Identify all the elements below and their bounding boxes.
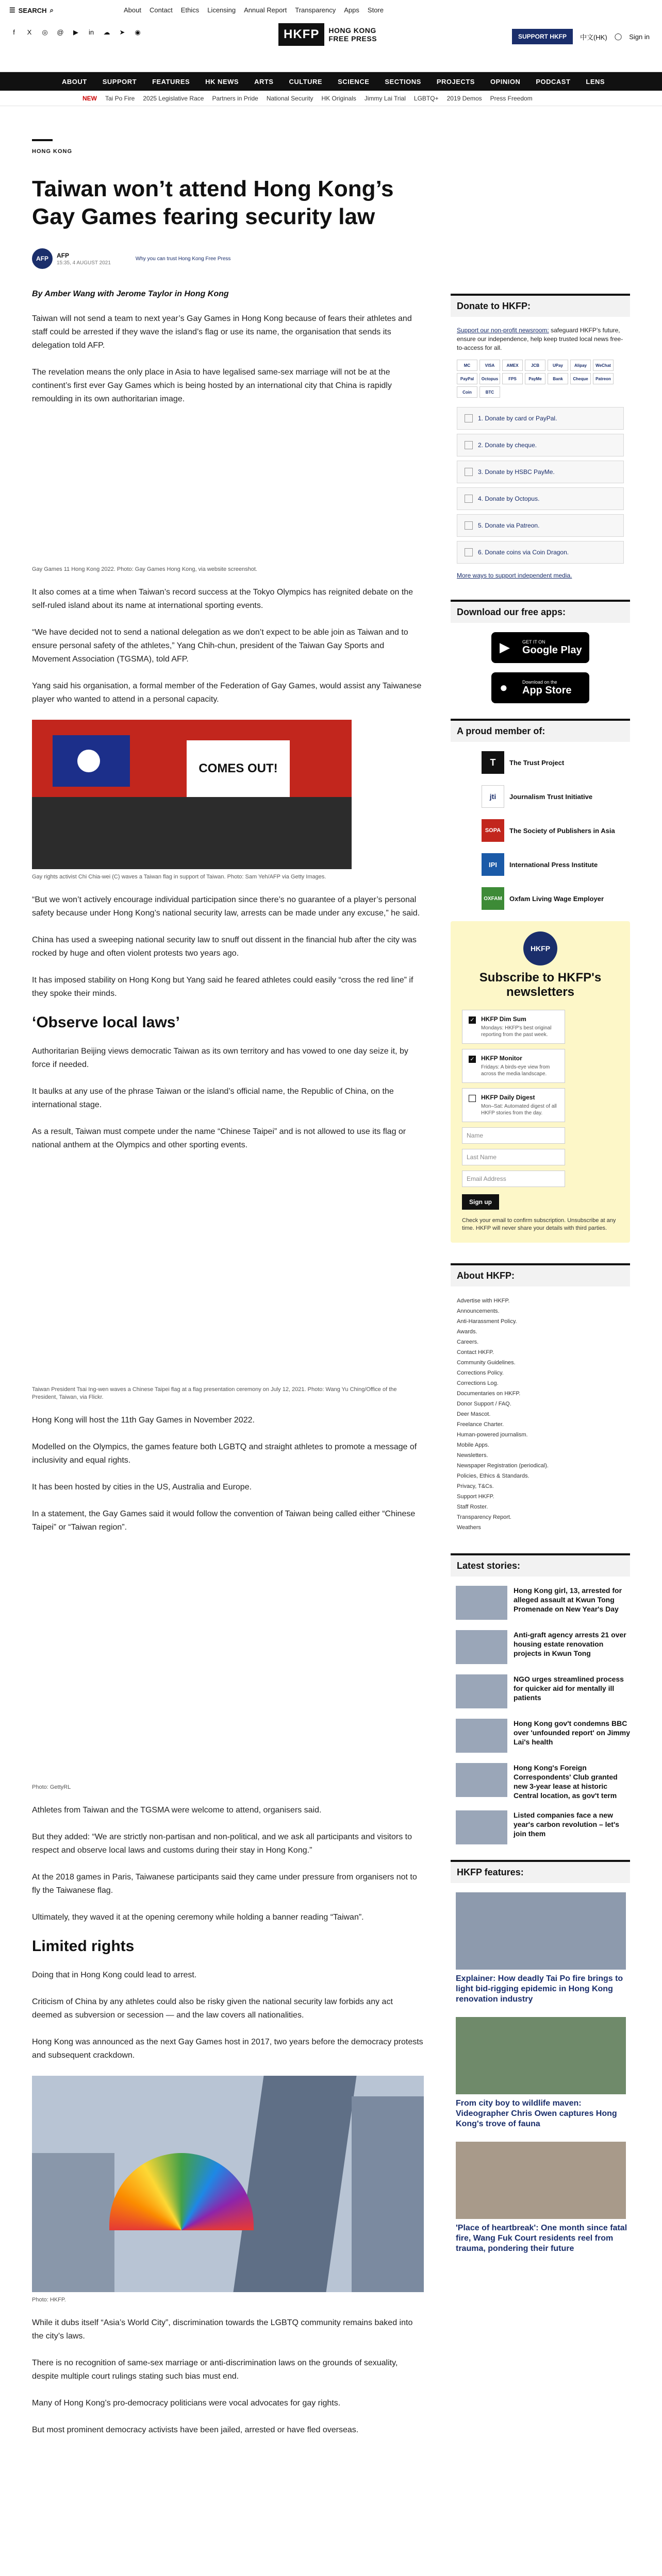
jti-logo: jti bbox=[482, 785, 504, 808]
trust-project-logo: T bbox=[482, 751, 504, 774]
about-link[interactable]: Corrections Log. bbox=[457, 1380, 499, 1386]
latest-heading: Latest stories: bbox=[451, 1553, 630, 1577]
menu-icon: ☰ bbox=[9, 6, 15, 14]
bluesky-icon[interactable]: ☁ bbox=[103, 28, 110, 36]
trending-item[interactable]: Partners in Pride bbox=[212, 94, 258, 102]
donate-intro-link[interactable]: Support our non-profit newsroom: bbox=[457, 327, 549, 334]
app-store-big: App Store bbox=[522, 684, 572, 696]
crowd-shape bbox=[32, 797, 352, 869]
patreon-icon bbox=[465, 521, 473, 530]
last-name-input[interactable]: Last Name bbox=[462, 1149, 565, 1165]
byline bbox=[32, 248, 424, 269]
about-link[interactable]: Awards. bbox=[457, 1329, 477, 1335]
about-link[interactable]: Advertise with HKFP. bbox=[457, 1298, 510, 1304]
payment-card-icon: Cheque bbox=[570, 373, 591, 384]
paragraph: But they added: “We are strictly non-partisan and non-political, and we ask all participants and visitors to respect and observe local laws and customs during their stay in Hong Kong.” bbox=[32, 1833, 412, 1855]
first-name-input[interactable]: Name bbox=[462, 1127, 565, 1144]
feature-image bbox=[456, 1892, 626, 1970]
paragraph: “But we won’t actively encourage individual participation since there’s no guarantee of a player’s personal safety because under Hong Kong’s national security law, arrests can be made under any excuse,” he said. bbox=[32, 895, 420, 918]
payment-card-icon: FPS bbox=[502, 373, 523, 384]
util-link-licensing[interactable]: Licensing bbox=[207, 6, 236, 14]
kicker-rule bbox=[32, 139, 53, 141]
story-title: Anti-graft agency arrests 21 over housing estate renovation projects in Kwun Tong bbox=[514, 1631, 626, 1657]
article-title: Taiwan won’t attend Hong Kong’s Gay Games fearing security law bbox=[32, 176, 394, 229]
site-header bbox=[0, 0, 662, 72]
newsletter-desc: Fridays: A birds-eye view from across the media landscape. bbox=[481, 1064, 550, 1077]
payment-card-icon: PayMe bbox=[525, 373, 545, 384]
donate-option-label: 5. Donate via Patreon. bbox=[478, 522, 540, 529]
latest-story[interactable] bbox=[451, 1674, 630, 1708]
latest-story[interactable] bbox=[451, 1719, 630, 1753]
paragraph: It has imposed stability on Hong Kong but Yang said he feared athletes could easily “cross the red line” if they spoke their minds. bbox=[32, 976, 413, 998]
feature-image bbox=[456, 2142, 626, 2219]
about-link[interactable]: Careers. bbox=[457, 1339, 479, 1345]
octopus-icon bbox=[465, 495, 473, 503]
search-label: SEARCH bbox=[18, 6, 47, 14]
newsletter-title: Subscribe to HKFP's newsletters bbox=[479, 971, 602, 999]
rainbow-umbrella-shape bbox=[109, 2153, 254, 2230]
paragraph: While it dubs itself “Asia’s World City”, discrimination towards the LGBTQ community remains baked into the city’s laws. bbox=[32, 2318, 413, 2341]
story-thumbnail bbox=[456, 1719, 507, 1753]
paragraph: Hong Kong will host the 11th Gay Games in November 2022. bbox=[32, 1416, 255, 1425]
site-logo[interactable] bbox=[278, 23, 385, 46]
sign-in-link[interactable]: Sign in bbox=[629, 32, 650, 41]
feature-title: Explainer: How deadly Tai Po fire brings to light bid-rigging epidemic in Hong Kong renovation industry bbox=[456, 1974, 623, 2004]
member-name: Oxfam Living Wage Employer bbox=[509, 894, 604, 903]
story-title: Hong Kong gov't condemns BBC over 'unfounded report' on Jimmy Lai's health bbox=[514, 1719, 631, 1746]
story-title: Listed companies face a new year's carbon revolution – let's join them bbox=[514, 1811, 620, 1838]
donate-option-payme[interactable] bbox=[457, 461, 624, 483]
social-icons bbox=[9, 28, 142, 37]
payment-card-icon: Coin bbox=[457, 386, 477, 398]
about-link[interactable]: Community Guidelines. bbox=[457, 1360, 516, 1366]
util-link-annual-report[interactable]: Annual Report bbox=[244, 6, 287, 14]
google-play-big: Google Play bbox=[522, 644, 582, 656]
donate-option-label: 2. Donate by cheque. bbox=[478, 442, 537, 449]
google-play-button[interactable] bbox=[491, 632, 589, 663]
about-link[interactable]: Donor Support / FAQ. bbox=[457, 1401, 511, 1407]
paragraph: It also comes at a time when Taiwan’s record success at the Tokyo Olympics has reignited debate on the self-ruled island about its name at international sporting events. bbox=[32, 588, 413, 610]
donate-option-octopus[interactable] bbox=[457, 487, 624, 510]
feature-image bbox=[456, 2017, 626, 2094]
donate-intro-text: safeguard HKFP’s future, ensure our independence, help keep trusted local news free-to-access for all. bbox=[457, 327, 623, 351]
about-link[interactable]: Deer Mascot. bbox=[457, 1411, 491, 1417]
util-link-contact[interactable]: Contact bbox=[149, 6, 173, 14]
play-store-icon: ▶ bbox=[500, 639, 510, 655]
payment-card-icon: PayPal bbox=[457, 373, 477, 384]
email-input[interactable]: Email Address bbox=[462, 1171, 565, 1187]
member-name: Journalism Trust Initiative bbox=[509, 792, 593, 801]
about-link[interactable]: Announcements. bbox=[457, 1308, 500, 1314]
building-shape bbox=[32, 2153, 114, 2292]
trending-item[interactable]: Tai Po Fire bbox=[105, 94, 135, 102]
paragraph: China has used a sweeping national security law to snuff out dissent in the financial hub after the city was rocked by huge and often violent protests two years ago. bbox=[32, 936, 417, 958]
about-link[interactable]: Human-powered journalism. bbox=[457, 1432, 528, 1438]
newsletter-option-dim-sum[interactable] bbox=[462, 1010, 565, 1044]
donate-option-label: 4. Donate by Octopus. bbox=[478, 495, 540, 502]
util-link-apps[interactable]: Apps bbox=[344, 6, 359, 14]
app-store-small: Download on the bbox=[522, 679, 557, 685]
payment-card-icon: VISA bbox=[479, 360, 500, 371]
apple-icon: ● bbox=[500, 680, 508, 695]
member-sopa[interactable] bbox=[482, 819, 630, 842]
nav-culture[interactable]: CULTURE bbox=[289, 77, 323, 86]
nav-projects[interactable]: PROJECTS bbox=[436, 77, 475, 86]
logo-line-2: FREE PRESS bbox=[328, 35, 377, 43]
nav-support[interactable]: SUPPORT bbox=[102, 77, 137, 86]
story-title: NGO urges streamlined process for quicker aid for mentally ill patients bbox=[514, 1675, 624, 1702]
logo-line-1: HONG KONG bbox=[328, 26, 376, 35]
author-avatar[interactable]: AFP bbox=[32, 248, 53, 269]
payment-card-icon: Bank bbox=[548, 373, 568, 384]
feature-story[interactable] bbox=[456, 1892, 630, 2005]
util-link-ethics[interactable]: Ethics bbox=[180, 6, 200, 14]
sign-up-button[interactable]: Sign up bbox=[462, 1194, 499, 1210]
trending-new-label: NEW bbox=[82, 94, 97, 102]
image-gay-games-screenshot bbox=[32, 419, 424, 562]
donate-intro bbox=[451, 326, 630, 352]
trending-item[interactable]: National Security bbox=[266, 94, 313, 102]
paragraph: Authoritarian Beijing views democratic Taiwan as its own territory and has vowed to one day seize it, by force if needed. bbox=[32, 1047, 408, 1069]
paragraph: Yang said his organisation, a formal member of the Federation of Gay Games, would assist any Taiwanese player who wanted to attend in a personal capacity. bbox=[32, 682, 422, 704]
payment-card-icon: Alipay bbox=[570, 360, 591, 371]
member-jti[interactable] bbox=[482, 785, 630, 808]
about-link[interactable]: Mobile Apps. bbox=[457, 1442, 489, 1448]
newsletter-name: HKFP Dim Sum bbox=[481, 1015, 526, 1023]
checkbox-checked[interactable]: ✓ bbox=[469, 1056, 476, 1063]
paragraph: “We have decided not to send a national delegation as we don’t expect to be able join as Taiwan and to ensure personal safety of the athletes,” Yang Chih-chun, president of the Taiwan Gay Sports and Movement Association (TGSMA), told AFP. bbox=[32, 628, 408, 664]
about-link[interactable]: Staff Roster. bbox=[457, 1504, 488, 1510]
card-icon bbox=[465, 414, 473, 422]
story-thumbnail bbox=[456, 1586, 507, 1620]
ipi-logo: IPI bbox=[482, 853, 504, 876]
youtube-icon[interactable]: ▶ bbox=[73, 28, 78, 36]
image-caption: Gay rights activist Chi Chia-wei (C) waves a Taiwan flag in support of Taiwan. Photo: Sam Yeh/AFP via Getty Images. bbox=[32, 874, 326, 880]
newsletter-name: HKFP Daily Digest bbox=[481, 1094, 535, 1101]
author-block bbox=[57, 252, 111, 266]
nav-podcast[interactable]: PODCAST bbox=[536, 77, 571, 86]
article-kicker[interactable]: HONG KONG bbox=[32, 148, 73, 155]
newsletter-logo: HKFP bbox=[523, 931, 557, 965]
image-umbrella-skyline bbox=[32, 2076, 424, 2292]
story-thumbnail bbox=[456, 1674, 507, 1708]
paragraph: In a statement, the Gay Games said it would follow the convention of Taiwan being called either “Chinese Taipei” or “Taiwan region”. bbox=[32, 1510, 416, 1532]
apps-heading: Download our free apps: bbox=[451, 600, 630, 623]
search-icon: ⌕ bbox=[49, 6, 54, 14]
paragraph: It baulks at any use of the phrase Taiwan or the island’s official name, the Republic of China, on the international stage. bbox=[32, 1087, 394, 1109]
newsletter-box bbox=[451, 921, 630, 1243]
coin-icon bbox=[465, 548, 473, 556]
nav-sections[interactable]: SECTIONS bbox=[385, 77, 421, 86]
image-caption: Photo: HKFP. bbox=[32, 2297, 66, 2303]
newsletter-note: Check your email to confirm subscription. Unsubscribe at any time. HKFP will never share your details with third parties. bbox=[462, 1217, 616, 1231]
x-icon[interactable]: X bbox=[27, 28, 32, 36]
instagram-icon[interactable]: ◎ bbox=[42, 28, 48, 36]
trending-item[interactable]: 2025 Legislative Race bbox=[143, 94, 204, 102]
nav-science[interactable]: SCIENCE bbox=[338, 77, 370, 86]
latest-story[interactable] bbox=[451, 1630, 630, 1664]
latest-story[interactable] bbox=[451, 1763, 630, 1800]
utility-links bbox=[124, 6, 384, 14]
author-name[interactable]: AFP bbox=[57, 251, 69, 259]
member-name: International Press Institute bbox=[509, 860, 598, 869]
feature-story[interactable] bbox=[456, 2142, 630, 2254]
member-trust-project[interactable] bbox=[482, 751, 630, 774]
support-hkfp-button[interactable]: SUPPORT HKFP bbox=[512, 29, 573, 44]
checkbox-checked[interactable]: ✓ bbox=[469, 1016, 476, 1024]
donate-heading: Donate to HKFP: bbox=[451, 294, 630, 317]
more-ways-link[interactable]: More ways to support independent media. bbox=[457, 572, 572, 579]
checkbox-unchecked[interactable] bbox=[469, 1095, 476, 1102]
donate-option-label: 3. Donate by HSBC PayMe. bbox=[478, 468, 555, 476]
story-title: Hong Kong girl, 13, arrested for alleged assault at Kwun Tong Promenade on New Year's Day bbox=[514, 1586, 622, 1613]
logo-mark: HKFP bbox=[278, 23, 324, 46]
paragraph: It has been hosted by cities in the US, Australia and Europe. bbox=[32, 1483, 252, 1492]
payment-card-icon: BTC bbox=[479, 386, 500, 398]
cheque-icon bbox=[465, 441, 473, 449]
building-shape bbox=[233, 2076, 356, 2292]
member-heading: A proud member of: bbox=[451, 719, 630, 742]
language-switch[interactable]: 中文(HK) bbox=[580, 33, 607, 41]
paragraph: Hong Kong was announced as the next Gay Games host in 2017, two years before the democracy protests and subsequent crackdown. bbox=[32, 2038, 423, 2060]
logo-wordmark bbox=[328, 26, 377, 43]
about-link[interactable]: Freelance Charter. bbox=[457, 1421, 504, 1428]
about-list bbox=[451, 1296, 630, 1533]
story-thumbnail bbox=[456, 1810, 507, 1844]
about-link[interactable]: Transparency Report. bbox=[457, 1514, 511, 1520]
telegram-icon[interactable]: ➤ bbox=[119, 28, 125, 36]
section-heading: ‘Observe local laws’ bbox=[32, 1014, 180, 1031]
about-link[interactable]: Documentaries on HKFP. bbox=[457, 1391, 521, 1397]
header-actions bbox=[512, 29, 650, 44]
nav-lens[interactable]: LENS bbox=[586, 77, 605, 86]
feature-title: From city boy to wildlife maven: Videographer Chris Owen captures Hong Kong's trove of fauna bbox=[456, 2099, 617, 2128]
donate-option-patreon[interactable] bbox=[457, 514, 624, 537]
linkedin-icon[interactable]: in bbox=[88, 28, 94, 36]
util-link-store[interactable]: Store bbox=[367, 6, 384, 14]
paragraph: At the 2018 games in Paris, Taiwanese participants said they came under pressure from organisers not to fly the Taiwanese flag. bbox=[32, 1873, 417, 1895]
paragraph: As a result, Taiwan must compete under the name “Chinese Taipei” and is not allowed to use its flag or national anthem at the Olympics and other sporting events. bbox=[32, 1127, 406, 1149]
article bbox=[32, 139, 424, 2450]
member-name: The Trust Project bbox=[509, 758, 565, 767]
nav-opinion[interactable]: OPINION bbox=[490, 77, 521, 86]
paragraph: Modelled on the Olympics, the games feature both LGBTQ and straight athletes to promote a message of inclusivity and equal rights. bbox=[32, 1443, 417, 1465]
rss-icon[interactable]: ◉ bbox=[135, 28, 141, 36]
donate-option-label: 6. Donate coins via Coin Dragon. bbox=[478, 549, 569, 556]
util-link-transparency[interactable]: Transparency bbox=[295, 6, 336, 14]
paragraph: Ultimately, they waved it at the opening ceremony while holding a banner reading “Taiwan”. bbox=[32, 1913, 364, 1922]
donate-option-card[interactable] bbox=[457, 407, 624, 430]
paragraph: Athletes from Taiwan and the TGSMA were welcome to attend, organisers said. bbox=[32, 1806, 322, 1815]
building-shape bbox=[352, 2096, 424, 2292]
banner-sign: COMES OUT! bbox=[187, 740, 290, 797]
story-thumbnail bbox=[456, 1630, 507, 1664]
newsletter-option-daily-digest[interactable] bbox=[462, 1088, 565, 1122]
paragraph: Criticism of China by any athletes could also be risky given the national security law forbids any act deemed as subversion or secession — and the law covers all nationalities. bbox=[32, 1997, 393, 2020]
latest-story[interactable] bbox=[451, 1810, 630, 1844]
about-heading: About HKFP: bbox=[451, 1263, 630, 1286]
paragraph: But most prominent democracy activists have been jailed, arrested or have fled overseas. bbox=[32, 2426, 359, 2434]
payment-card-icon: UPay bbox=[548, 360, 568, 371]
trending-item[interactable]: 2019 Demos bbox=[446, 94, 482, 102]
about-link[interactable]: Anti-Harassment Policy. bbox=[457, 1318, 517, 1325]
paragraph: Many of Hong Kong’s pro-democracy politicians were vocal advocates for gay rights. bbox=[32, 2399, 341, 2408]
publish-date: 15:35, 4 AUGUST 2021 bbox=[57, 260, 111, 266]
image-caption: Photo: GettyRL bbox=[32, 1784, 71, 1790]
image-gettyrl bbox=[32, 1548, 424, 1780]
trending-item[interactable]: Jimmy Lai Trial bbox=[364, 94, 406, 102]
about-link[interactable]: Newsletters. bbox=[457, 1452, 488, 1459]
threads-icon[interactable]: @ bbox=[57, 28, 64, 36]
payment-methods bbox=[451, 360, 630, 398]
user-icon[interactable]: ◯ bbox=[614, 32, 622, 40]
donate-option-cheque[interactable] bbox=[457, 434, 624, 456]
app-store-button[interactable] bbox=[491, 672, 589, 703]
sidebar bbox=[451, 294, 630, 2266]
image-caption: Taiwan President Tsai Ing-wen waves a Chinese Taipei flag at a flag presentation ceremony on July 12, 2021. Photo: Wang Yu Ching/Office of the President, Taiwan, via Flickr. bbox=[32, 1386, 397, 1400]
image-tsai-flag bbox=[32, 1165, 424, 1382]
paragraph: There is no recognition of same-sex marriage or anti-discrimination laws on the grounds of sexuality, despite multiple court rulings stating such bias must end. bbox=[32, 2359, 398, 2381]
newsletter-desc: Mon–Sat: Automated digest of all HKFP stories from the day. bbox=[481, 1104, 557, 1116]
trust-link[interactable]: Why you can trust Hong Kong Free Press bbox=[135, 256, 231, 262]
about-link[interactable]: Corrections Policy. bbox=[457, 1370, 504, 1376]
about-link[interactable]: Contact HKFP. bbox=[457, 1349, 494, 1355]
payme-icon bbox=[465, 468, 473, 476]
newsletter-name: HKFP Monitor bbox=[481, 1055, 522, 1062]
payment-card-icon: MC bbox=[457, 360, 477, 371]
trending-item[interactable]: Press Freedom bbox=[490, 94, 533, 102]
google-play-small: GET IT ON bbox=[522, 639, 545, 645]
nav-about[interactable]: ABOUT bbox=[62, 77, 87, 86]
authors-line: By Amber Wang with Jerome Taylor in Hong Kong bbox=[32, 290, 229, 298]
about-link[interactable]: Support HKFP. bbox=[457, 1494, 494, 1500]
paragraph: Taiwan will not send a team to next year’s Gay Games in Hong Kong because of fears their athletes and staff could be arrested if they wave the island’s flag or use its name, the organisation that sends its delegation told AFP. bbox=[32, 314, 412, 350]
about-link[interactable]: Policies, Ethics & Standards. bbox=[457, 1473, 529, 1479]
nav-features[interactable]: FEATURES bbox=[152, 77, 190, 86]
member-oxfam[interactable] bbox=[482, 887, 630, 910]
nav-arts[interactable]: ARTS bbox=[254, 77, 274, 86]
feature-story[interactable] bbox=[456, 2017, 630, 2129]
payment-card-icon: Octopus bbox=[479, 373, 500, 384]
oxfam-logo: OXFAM bbox=[482, 887, 504, 910]
story-title: Hong Kong's Foreign Correspondents' Club granted new 3-year lease at historic Central location, as gov't term bbox=[514, 1764, 618, 1800]
nav-hk-news[interactable]: HK NEWS bbox=[205, 77, 239, 86]
payment-card-icon: JCB bbox=[525, 360, 545, 371]
feature-title: 'Place of heartbreak': One month since fatal fire, Wang Fuk Court residents reel from trauma, pondering their future bbox=[456, 2224, 627, 2253]
sun-shape bbox=[77, 750, 100, 772]
sopa-logo: SOPA bbox=[482, 819, 504, 842]
latest-story[interactable] bbox=[451, 1586, 630, 1620]
story-thumbnail bbox=[456, 1763, 507, 1797]
paragraph: Doing that in Hong Kong could lead to arrest. bbox=[32, 1971, 197, 1979]
search-toggle[interactable] bbox=[9, 6, 54, 14]
donate-option-label: 1. Donate by card or PayPal. bbox=[478, 415, 557, 422]
image-caption: Gay Games 11 Hong Kong 2022. Photo: Gay Games Hong Kong, via website screenshot. bbox=[32, 566, 257, 572]
about-link[interactable]: Weathers bbox=[457, 1524, 481, 1531]
util-link-about[interactable]: About bbox=[124, 6, 141, 14]
facebook-icon[interactable]: f bbox=[13, 28, 15, 36]
newsletter-option-monitor[interactable] bbox=[462, 1049, 565, 1083]
image-rally-photo bbox=[32, 720, 352, 869]
paragraph: The revelation means the only place in Asia to have legalised same-sex marriage will not be at the continent’s first ever Gay Games which is being hosted by an international city that China is rapidly remoulding in its own authoritarian image. bbox=[32, 368, 392, 403]
about-link[interactable]: Privacy, T&Cs. bbox=[457, 1483, 494, 1489]
payment-card-icon: AMEX bbox=[502, 360, 523, 371]
utility-row bbox=[0, 0, 662, 21]
member-ipi[interactable] bbox=[482, 853, 630, 876]
newsletter-desc: Mondays: HKFP's best original reporting from the past week. bbox=[481, 1025, 552, 1038]
payment-card-icon: Patreon bbox=[593, 373, 614, 384]
donate-option-coins[interactable] bbox=[457, 541, 624, 564]
payment-card-icon: WeChat bbox=[593, 360, 614, 371]
member-name: The Society of Publishers in Asia bbox=[509, 826, 615, 835]
trending-item[interactable]: LGBTQ+ bbox=[413, 94, 439, 102]
trending-bar bbox=[0, 91, 662, 106]
trending-item[interactable]: HK Originals bbox=[321, 94, 356, 102]
section-heading: Limited rights bbox=[32, 1938, 135, 1955]
features-heading: HKFP features: bbox=[451, 1860, 630, 1883]
main-nav bbox=[0, 72, 662, 91]
about-link[interactable]: Newspaper Registration (periodical). bbox=[457, 1463, 549, 1469]
